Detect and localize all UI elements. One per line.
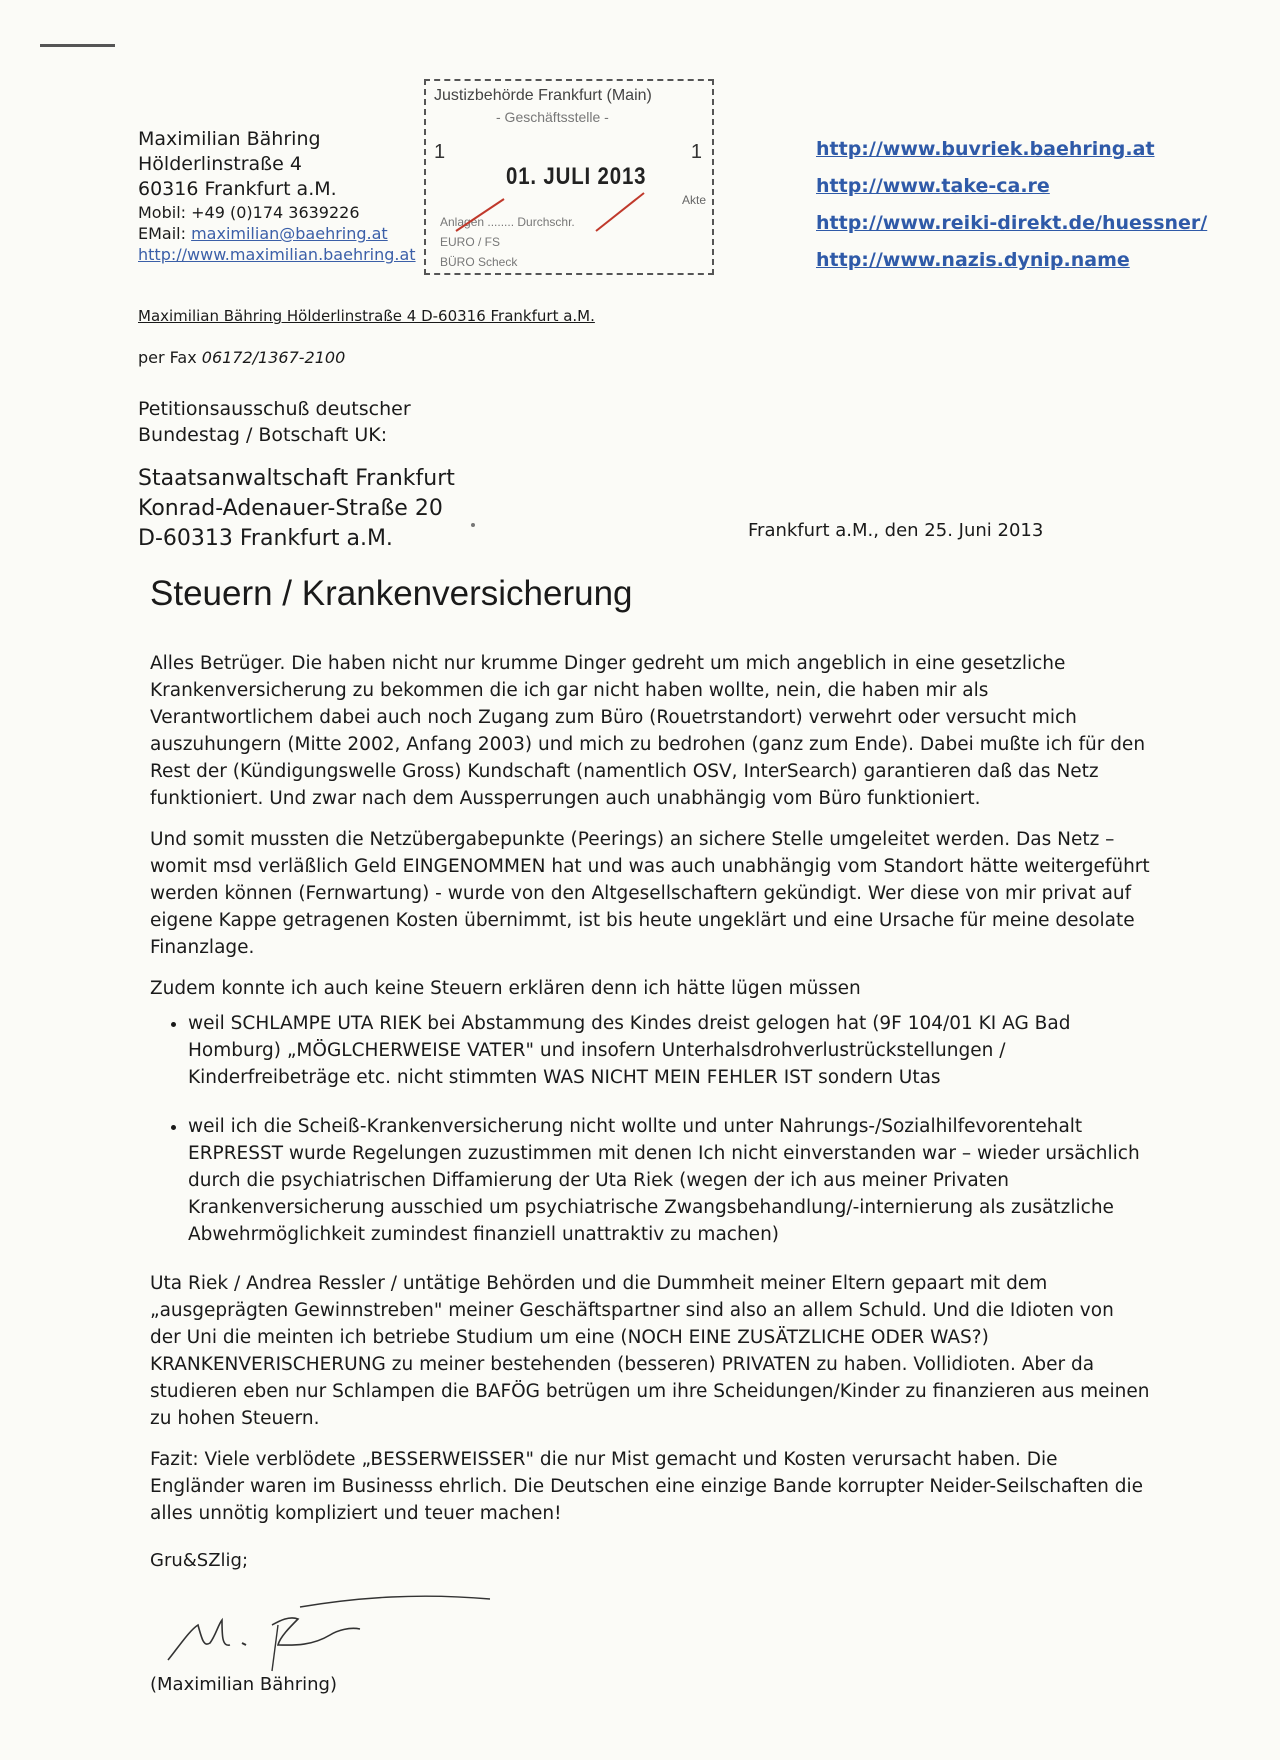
stamp-row-euro: EURO / FS [440,235,501,249]
body-paragraph: Und somit mussten die Netzübergabepunkte (Peerings) an sichere Stelle umgeleitet werden. Das Netz –womit msd verläßlich Geld EINGENOMMEN hat und was auch unabhängig vom Standort hätte weitergeführt werden können (Fernwartung) - wurde von den Altgesellschaftern gekündigt. Wer diese von mir privat auf eigene Kappe getragenen Kosten übernimmt, ist bis heute ungeklärt und eine Ursache für meine desolate Finanzlage. [150,829,1150,958]
recipient-secondary-line: Staatsanwaltschaft Frankfurt [138,466,455,491]
recipient-primary [138,396,411,448]
stamp-akte: Akte [681,193,706,207]
reasons-list [150,1010,1150,1248]
link-take-care[interactable]: http://www.take-ca.re [816,175,1050,197]
recipient-secondary-line: Konrad-Adenauer-Straße 20 [138,496,443,521]
body-paragraph: Fazit: Viele verblödete „BESSERWEISSER" die nur Mist gemacht und Kosten verursacht haben. Die Engländer waren im Businesss ehrlich. Die Deutschen eine einzige Bande korrupter Neider-Seilschaften die alles unnötig kompliziert und teuer machen! [150,1449,1143,1524]
letter-body [150,650,1150,1541]
sender-email-line [138,223,416,244]
sender-website-link[interactable]: http://www.maximilian.baehring.at [138,245,416,264]
stamp-row-attachments: Anlagen ........ Durchschr. [440,215,575,229]
sender-email-label: EMail: [138,224,192,243]
stamp-checkmarks [426,81,716,277]
place-date: Frankfurt a.M., den 25. Juni 2013 [748,520,1044,541]
sender-mobile: Mobil: +49 (0)174 3639226 [138,203,360,222]
link-nazis[interactable]: http://www.nazis.dynip.name [816,249,1130,271]
links-block [816,131,1207,279]
reasons-list-item: • weil SCHLAMPE UTA RIEK bei Abstammung des Kindes dreist gelogen hat (9F 104/01 KI AG Bad Homburg) „MÖGLCHERWEISE VATER" und insofern Unterhalsdrohverlustrückstellungen / Kinderfreibeträge etc. nicht stimmten WAS NICHT MEIN FEHLER IST sondern Utas [188,1010,1150,1091]
stamp-number-right: 1 [690,141,702,163]
stray-dot [471,523,475,527]
body-paragraph: Zudem konnte ich auch keine Steuern erklären denn ich hätte lügen müssen [150,978,861,999]
recipient-primary-line: Petitionsausschuß deutscher [138,398,411,420]
stamp-number-left: 1 [434,141,446,163]
fax-line [138,348,345,367]
sender-email-link[interactable]: maximilian@baehring.at [191,224,388,243]
link-buvriek[interactable]: http://www.buvriek.baehring.at [816,138,1155,160]
closing-greeting: Gru&SZlig; [150,1550,249,1571]
sender-name: Maximilian Bähring [138,128,321,150]
signature-name: (Maximilian Bähring) [150,1674,337,1695]
recipient-primary-line: Bundestag / Botschaft UK: [138,424,388,446]
handwritten-signature [160,1585,500,1675]
stamp-authority: Justizbehörde Frankfurt (Main) [434,87,652,104]
link-reiki[interactable]: http://www.reiki-direkt.de/huessner/ [816,212,1208,234]
sender-city: 60316 Frankfurt a.M. [138,178,337,200]
stamp-row-office: BÜRO Scheck [440,255,518,269]
subject-title: Steuern / Krankenversicherung [150,574,633,613]
recipient-secondary-line: D-60313 Frankfurt a.M. [138,526,393,551]
stamp-sub: - Geschäftsstelle - [496,109,609,125]
sender-street: Hölderlinstraße 4 [138,153,302,175]
receipt-stamp [424,79,714,275]
return-address: Maximilian Bähring Hölderlinstraße 4 D-60316 Frankfurt a.M. [138,307,595,325]
body-paragraph: Alles Betrüger. Die haben nicht nur krumme Dinger gedreht um mich angeblich in eine gesetzliche Krankenversicherung zu bekommen die ich gar nicht haben wollte, nein, die haben mir als Verantwortlichem dabei auch noch Zugang zum Büro (Rouetrstandort) verwehrt oder versucht mich auszuhungern (Mitte 2002, Anfang 2003) und mich zu bedrohen (ganz zum Ende). Dabei mußte ich für den Rest der (Kündigungswelle Gross) Kundschaft (namentlich OSV, InterSearch) garantieren daß das Netz funktioniert. Und zwar nach dem Aussperrungen auch unabhängig vom Büro funktioniert. [150,653,1146,809]
stamp-date: 01. JULI 2013 [506,163,647,190]
fax-label: per Fax [138,348,202,367]
recipient-secondary [138,464,455,554]
fax-number: 06172/1367-2100 [201,348,346,367]
sender-block [138,127,416,265]
reasons-list-item: • weil ich die Scheiß-Krankenversicherung nicht wollte und unter Nahrungs-/Sozialhilfevorentehalt ERPRESST wurde Regelungen zuzustimmen mit denen Ich nicht einverstanden war – wieder ursächlich durch die psychiatrischen Diffamierung der Uta Riek (wegen der ich aus meiner Privaten Krankenversicherung ausschied um psychiatrische Zwangsbehandlung/-internierung als zusätzliche Abwehrmöglichkeit zumindest finanziell unattraktiv zu machen) [188,1113,1150,1248]
fold-mark [40,44,115,47]
body-paragraph: Uta Riek / Andrea Ressler / untätige Behörden und die Dummheit meiner Eltern gepaart mit dem „ausgeprägten Gewinnstreben" meiner Geschäftspartner sind also an allem Schuld. Und die Idioten von der Uni die meinten ich betriebe Studium um eine (NOCH EINE ZUSÄTZLICHE ODER WAS?) KRANKENVERISCHERUNG zu meiner bestehenden (besseren) PRIVATEN zu haben. Vollidioten. Aber da studieren eben nur Schlampen die BAFÖG betrügen um ihre Scheidungen/Kinder zu finanzieren aus meinen zu hohen Steuern. [150,1273,1150,1429]
